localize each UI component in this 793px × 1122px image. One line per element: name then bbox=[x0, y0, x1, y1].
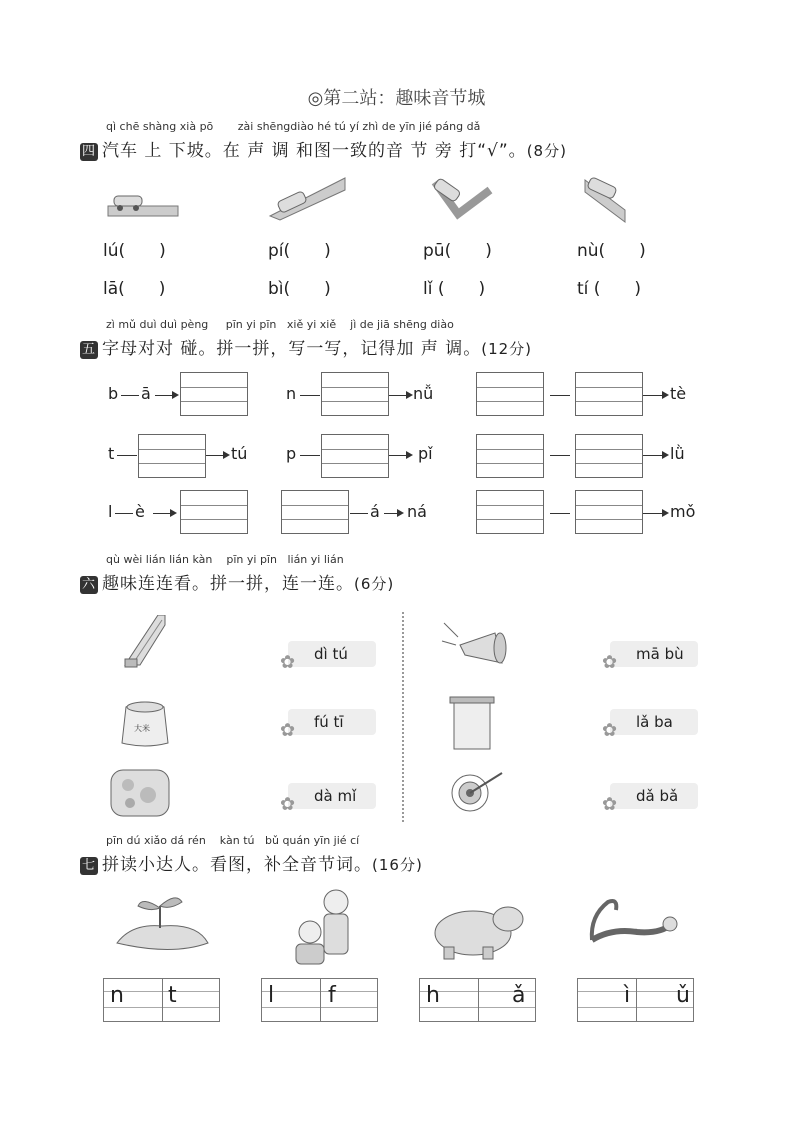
pinyin-tag[interactable]: lǎ ba bbox=[610, 709, 698, 735]
letter-a: ā bbox=[141, 384, 151, 403]
answer-bi[interactable]: bì( ) bbox=[268, 279, 331, 299]
letter-p: p bbox=[286, 444, 297, 463]
pinyin-tag[interactable]: mā bù bbox=[610, 641, 698, 667]
slope-images bbox=[100, 170, 700, 230]
writing-grid[interactable] bbox=[180, 372, 248, 416]
pinyin-writing-grid[interactable]: ì ǔ bbox=[577, 978, 694, 1022]
letter-a2: á bbox=[370, 502, 380, 521]
writing-grid[interactable] bbox=[321, 434, 389, 478]
uphill-road-car-icon bbox=[270, 178, 345, 220]
writing-grid[interactable] bbox=[138, 434, 206, 478]
section-number-badge: 六 bbox=[81, 577, 96, 592]
escalator-icon bbox=[120, 615, 180, 675]
pinyin-tag[interactable]: dì tú bbox=[288, 641, 376, 667]
section-number-badge: 四 bbox=[81, 144, 96, 159]
pinyin-tag[interactable]: fú tī bbox=[288, 709, 376, 735]
downhill-road-car-icon bbox=[585, 177, 625, 222]
s7-heading: 七 拼读小达人。看图，补全音节词。(16分) bbox=[81, 855, 423, 875]
divider bbox=[402, 612, 404, 822]
writing-grid[interactable] bbox=[476, 372, 544, 416]
pinyin-tag[interactable]: dà mǐ bbox=[288, 783, 376, 809]
rice-bag-icon bbox=[118, 695, 173, 750]
writing-grid[interactable] bbox=[281, 490, 349, 534]
pinyin-writing-grid[interactable]: h ǎ bbox=[419, 978, 536, 1022]
sprout-soil-icon bbox=[112, 888, 212, 960]
section-number-badge: 五 bbox=[81, 342, 96, 357]
s4-pinyin-line: qì chē shàng xià pō zài shēngdiào hé tú yí zhì de yīn jié páng dǎ bbox=[106, 120, 481, 133]
svg-text:大米: 大米 bbox=[134, 724, 150, 733]
s6-heading: 六 趣味连连看。拼一拼，连一连。(6分) bbox=[81, 574, 395, 594]
s7-pinyin-line: pīn dú xiǎo dá rén kàn tú bǔ quán yīn jié cí bbox=[106, 834, 360, 847]
letter-n: n bbox=[286, 384, 297, 403]
result-pi: pǐ bbox=[418, 444, 433, 463]
writing-grid[interactable] bbox=[180, 490, 248, 534]
page-title: ◎第二站：趣味音节城 bbox=[307, 88, 486, 109]
answer-pu[interactable]: pū( ) bbox=[423, 241, 492, 261]
result-lu: lǜ bbox=[670, 444, 685, 463]
pinyin-writing-grid[interactable]: l f bbox=[261, 978, 378, 1022]
answer-li[interactable]: lǐ ( ) bbox=[423, 279, 486, 299]
result-na: ná bbox=[407, 502, 427, 521]
loudspeaker-icon bbox=[440, 615, 520, 670]
letter-b: b bbox=[108, 384, 119, 403]
writing-grid[interactable] bbox=[575, 490, 643, 534]
answer-lu[interactable]: lú( ) bbox=[103, 241, 166, 261]
towel-icon bbox=[448, 695, 496, 753]
teacher-student-icon bbox=[288, 884, 363, 968]
letter-e: è bbox=[135, 502, 145, 521]
star-icon: ✿ bbox=[280, 794, 296, 815]
writing-grid[interactable] bbox=[321, 372, 389, 416]
writing-grid[interactable] bbox=[575, 434, 643, 478]
writing-grid[interactable] bbox=[575, 372, 643, 416]
hippo-icon bbox=[428, 893, 526, 963]
pinyin-tag[interactable]: dǎ bǎ bbox=[610, 783, 698, 809]
answer-la[interactable]: lā( ) bbox=[103, 279, 166, 299]
result-mo: mǒ bbox=[670, 502, 696, 521]
flat-road-car-icon bbox=[108, 196, 178, 216]
gecko-icon bbox=[582, 890, 682, 958]
s5-pinyin-line: zì mǔ duì duì pèng pīn yi pīn xiě yi xiě jì de jiā shēng diào bbox=[106, 318, 454, 331]
star-icon: ✿ bbox=[280, 720, 296, 741]
section-number-badge: 七 bbox=[81, 858, 96, 873]
letter-t: t bbox=[108, 444, 115, 463]
answer-ti[interactable]: tí ( ) bbox=[577, 279, 642, 299]
answer-nu[interactable]: nù( ) bbox=[577, 241, 646, 261]
star-icon: ✿ bbox=[602, 720, 618, 741]
result-nu: nǚ bbox=[413, 384, 434, 403]
pinyin-writing-grid[interactable]: n t bbox=[103, 978, 220, 1022]
result-te: tè bbox=[670, 384, 687, 403]
v-road-car-icon bbox=[433, 178, 490, 214]
writing-grid[interactable] bbox=[476, 434, 544, 478]
result-tu: tú bbox=[231, 444, 248, 463]
answer-pi[interactable]: pí( ) bbox=[268, 241, 331, 261]
s5-heading: 五 字母对对 碰。拼一拼，写一写，记得加 声 调。(12分) bbox=[81, 339, 533, 359]
star-icon: ✿ bbox=[602, 794, 618, 815]
s6-pinyin-line: qù wèi lián lián kàn pīn yi pīn lián yi lián bbox=[106, 553, 344, 566]
letter-l: l bbox=[108, 502, 113, 521]
s4-heading: 四 汽车 上 下坡。在 声 调 和图一致的音 节 旁 打“√”。(8分) bbox=[81, 141, 567, 161]
star-icon: ✿ bbox=[280, 652, 296, 673]
star-icon: ✿ bbox=[602, 652, 618, 673]
target-icon bbox=[448, 765, 508, 820]
writing-grid[interactable] bbox=[476, 490, 544, 534]
map-icon bbox=[108, 765, 173, 820]
